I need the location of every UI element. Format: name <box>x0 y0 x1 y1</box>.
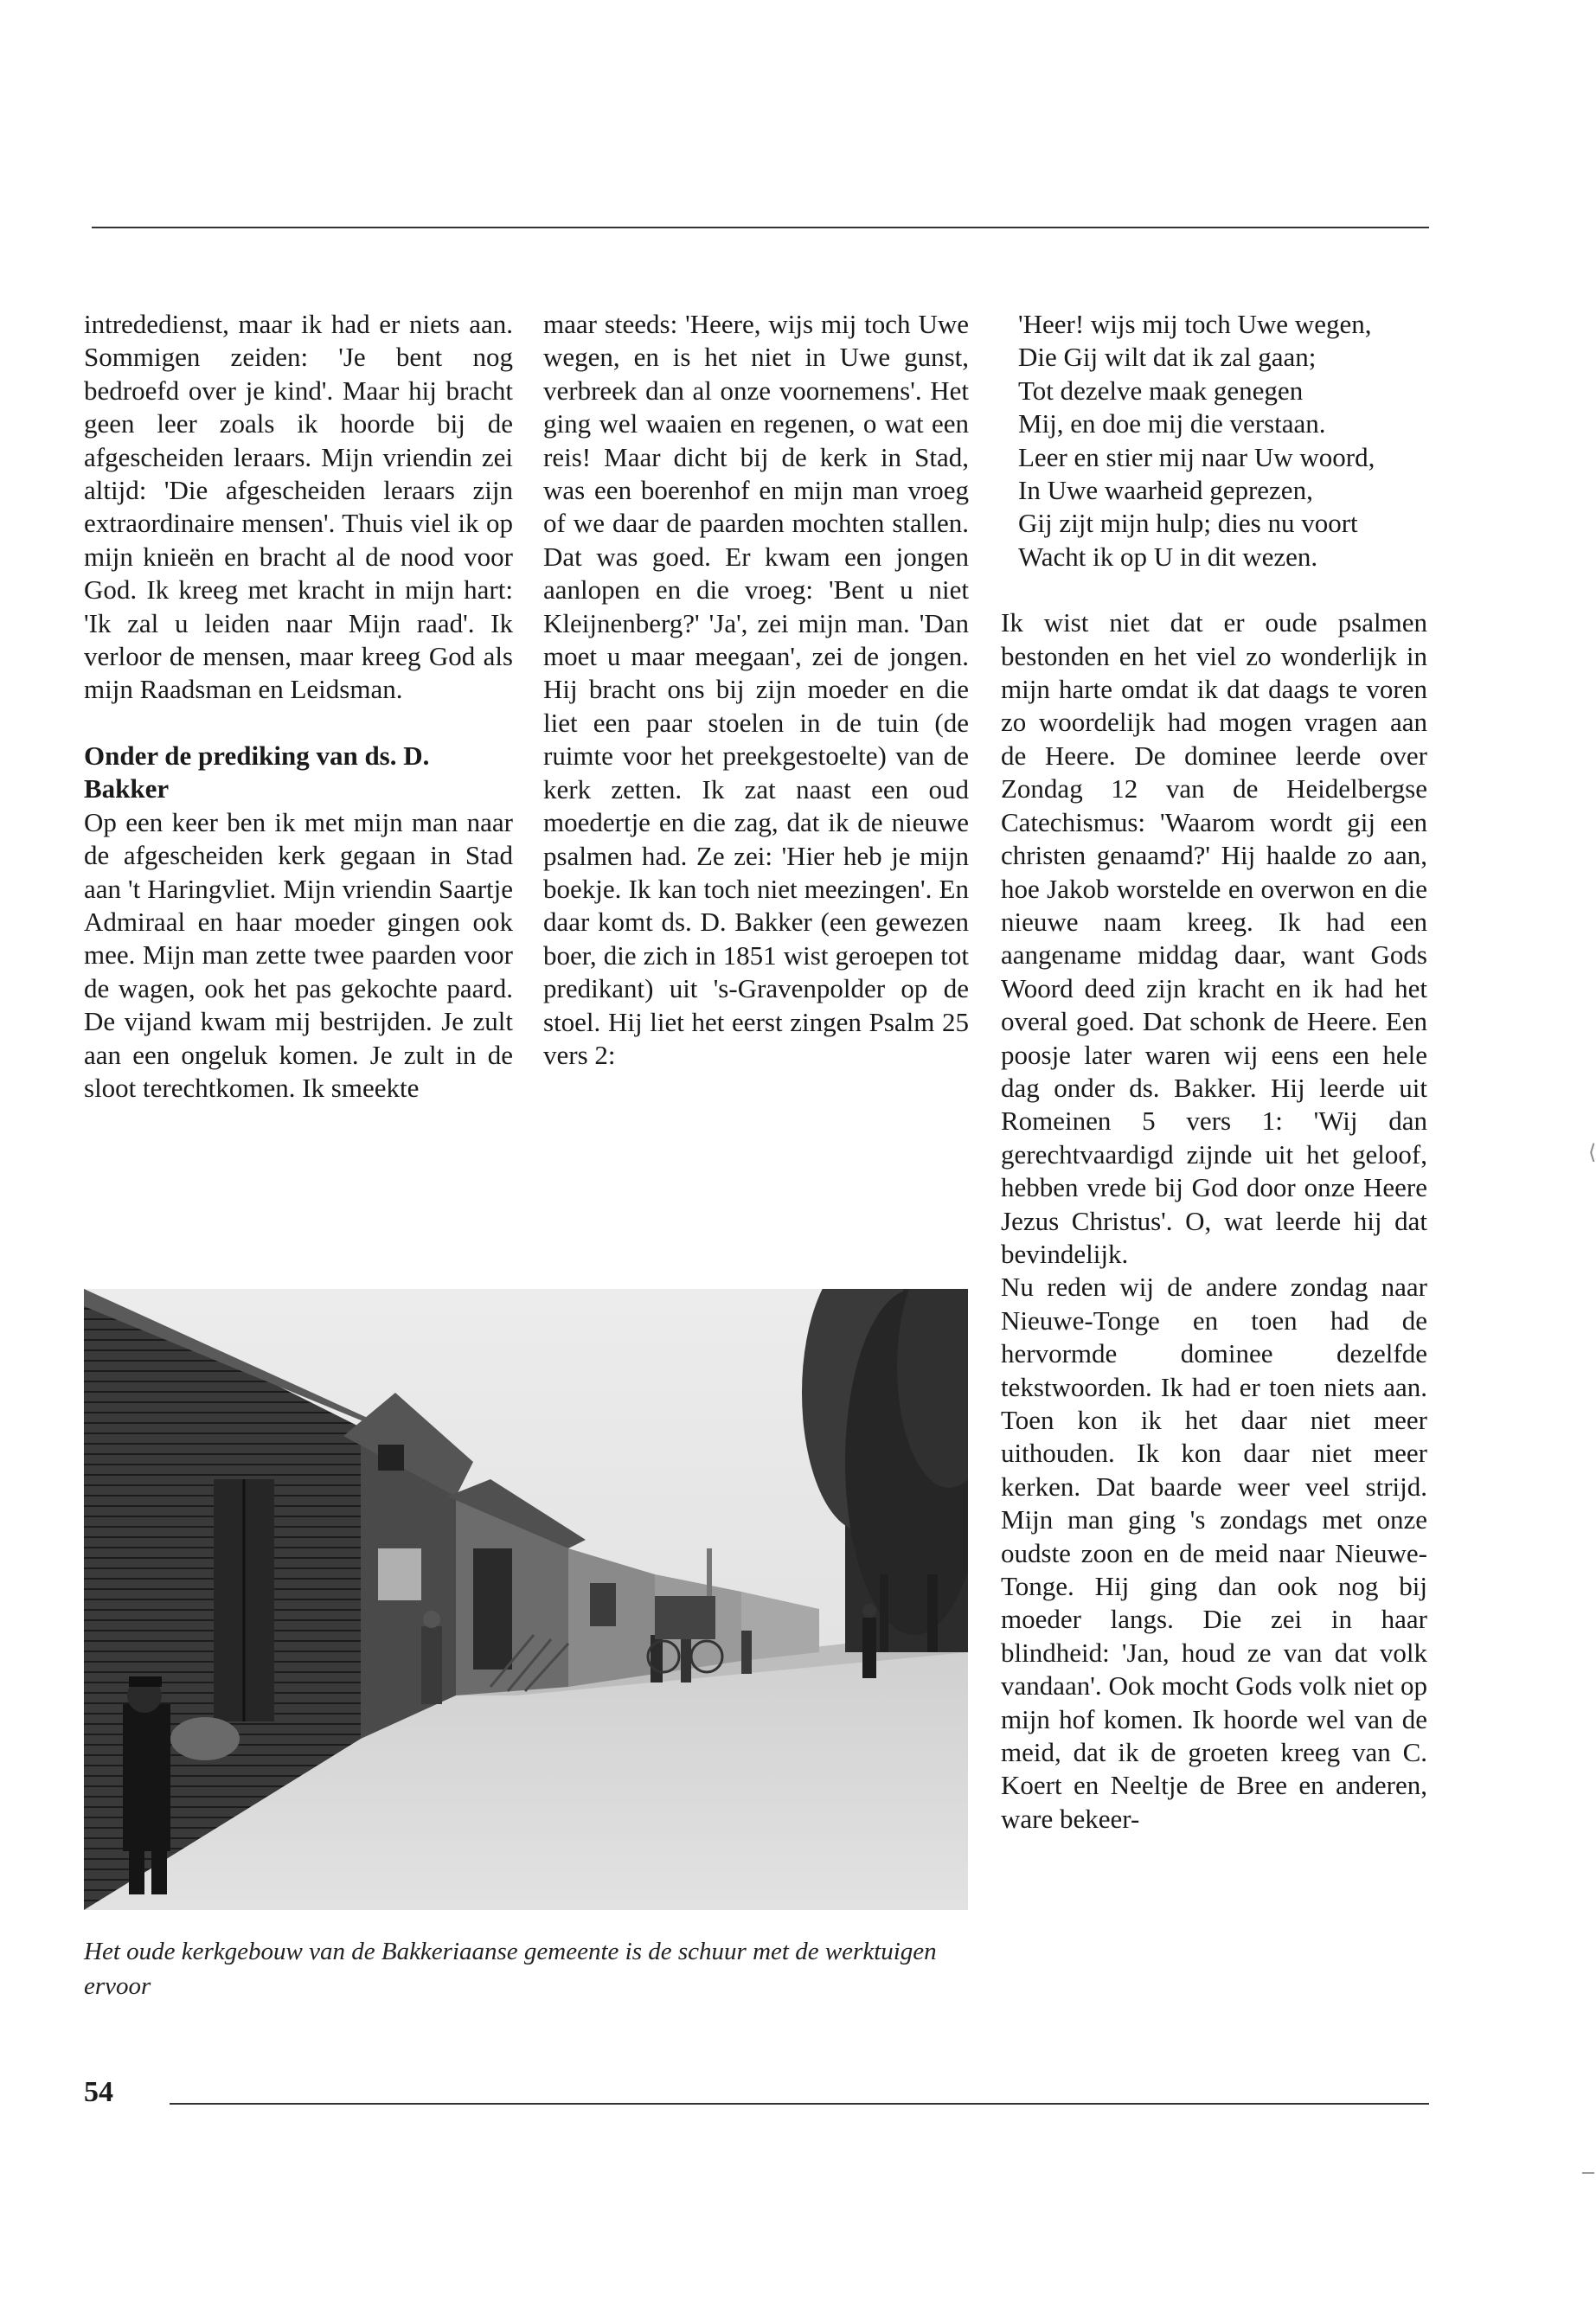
poem-line: In Uwe waarheid geprezen, <box>1018 475 1313 506</box>
psalm-verse <box>1001 308 1427 574</box>
poem-line: Wacht ik op U in dit wezen. <box>1018 541 1318 572</box>
poem-line: Die Gij wilt dat ik zal gaan; <box>1018 342 1317 373</box>
paragraph: intrededienst, maar ik had er niets aan. Sommigen zeiden: 'Je bent nog bedroefd over je kind'. Maar hij bracht geen leer zoals ik hoorde bij de afgescheiden leraars. Mijn vriendin zei altijd: 'Die afgescheiden leraars zijn extraordinaire mensen'. Thuis viel ik op mijn knieën en bracht al de nood voor God. Ik kreeg met kracht in mijn hart: 'Ik zal u leiden naar Mijn raad'. Ik verloor de mensen, maar kreeg God als mijn Raadsman en Leidsman. <box>84 309 513 705</box>
paragraph: Op een keer ben ik met mijn man naar de afgescheiden kerk gegaan in Stad aan 't Haringvliet. Mijn vriendin Saartje Admiraal en haar moeder gingen ook mee. Mijn man zette twee paarden voor de wagen, ook het pas gekochte paard. De vijand kwam mij bestrijden. Je zult aan een ongeluk komen. Je zult in de sloot terechtkomen. Ik smeekte <box>84 806 513 1103</box>
paragraph: Ik wist niet dat er oude psalmen bestonden en het viel zo wonderlijk in mijn harte omdat ik dat daags te voren zo woordelijk had mogen vragen aan de Heere. De dominee leerde over Zondag 12 van de Heidelbergse Catechismus: 'Waarom wordt gij een christen genaamd?' Hij haalde zo aan, hoe Jakob worstelde en overwon en die nieuwe naam kreeg. Ik had een aangename middag daar, want Gods Woord deed zijn kracht en ik had het overal goed. Dat schonk de Heere. Een poosje later waren wij eens een hele dag onder ds. Bakker. Hij leerde uit Romeinen 5 vers 1: 'Wij dan gerechtvaardigd zijnde uit het geloof, hebben vrede bij God door onze Heere Jezus Christus'. O, wat leerde hij dat bevindelijk. <box>1001 607 1427 1269</box>
footer-rule <box>170 2103 1429 2105</box>
text-column-1 <box>84 308 513 1105</box>
section-heading: Onder de prediking van ds. D. Bakker <box>84 740 430 804</box>
crop-mark-icon: ⟨ <box>1588 1142 1596 1164</box>
crop-mark-dash <box>1582 2172 1594 2174</box>
street-photo <box>84 1289 968 1910</box>
text-column-3 <box>1001 308 1427 1836</box>
header-rule <box>92 227 1429 228</box>
paragraph: maar steeds: 'Heere, wijs mij toch Uwe wegen, en is het niet in Uwe gunst, verbreek dan al onze voornemens'. Het ging wel waaien en regenen, o wat een reis! Maar dicht bij de kerk in Stad, was een boerenhof en mijn man vroeg of we daar de paarden mochten stallen. Dat was goed. Er kwam een jongen aanlopen en die vroeg: 'Bent u niet Kleijnenberg?' 'Ja', zei mijn man. 'Dan moet u maar meegaan', zei de jongen. Hij bracht ons bij zijn moeder en die liet een paar stoelen in de tuin (de ruimte voor het preekgestoelte) van de kerk zetten. Ik zat naast een oud moedertje en die zag, dat ik de nieuwe psalmen had. Ze zei: 'Hier heb je mijn boekje. Ik kan toch niet meezingen'. En daar komt ds. D. Bakker (een gewezen boer, die zich in 1851 wist geroepen tot predikant) uit 's-Gravenpolder op de stoel. Hij liet het eerst zingen Psalm 25 vers 2: <box>543 309 969 1070</box>
poem-line: Gij zijt mijn hulp; dies nu voort <box>1018 508 1358 539</box>
paragraph: Nu reden wij de andere zondag naar Nieuwe-Tonge en toen had de hervormde dominee dezelfde tekstwoorden. Ik had er toen niets aan. Toen kon ik het daar niet meer uithouden. Ik kon daar niet meer kerken. Dat baarde weer veel strijd. Mijn man ging 's zondags met onze oudste zoon en de meid naar Nieuwe-Tonge. Hij ging dan ook nog bij moeder langs. Die zei in haar blindheid: 'Jan, houd ze van dat volk vandaan'. Ook mocht Gods volk niet op mijn hof komen. Ik hoorde wel van de meid, dat ik de groeten kreeg van C. Koert en Neeltje de Bree en anderen, ware bekeer- <box>1001 1272 1427 1834</box>
poem-line: Mij, en doe mij die verstaan. <box>1018 408 1326 439</box>
poem-line: Leer en stier mij naar Uw woord, <box>1018 441 1375 472</box>
figure-caption: Het oude kerkgebouw van de Bakkeriaanse gemeente is de schuur met de werktuigen ervoor <box>84 1938 937 2000</box>
poem-line: 'Heer! wijs mij toch Uwe wegen, <box>1018 309 1372 339</box>
text-column-2 <box>543 308 969 1072</box>
poem-line: Tot dezelve maak genegen <box>1018 375 1304 406</box>
page-number: 54 <box>84 2076 113 2108</box>
